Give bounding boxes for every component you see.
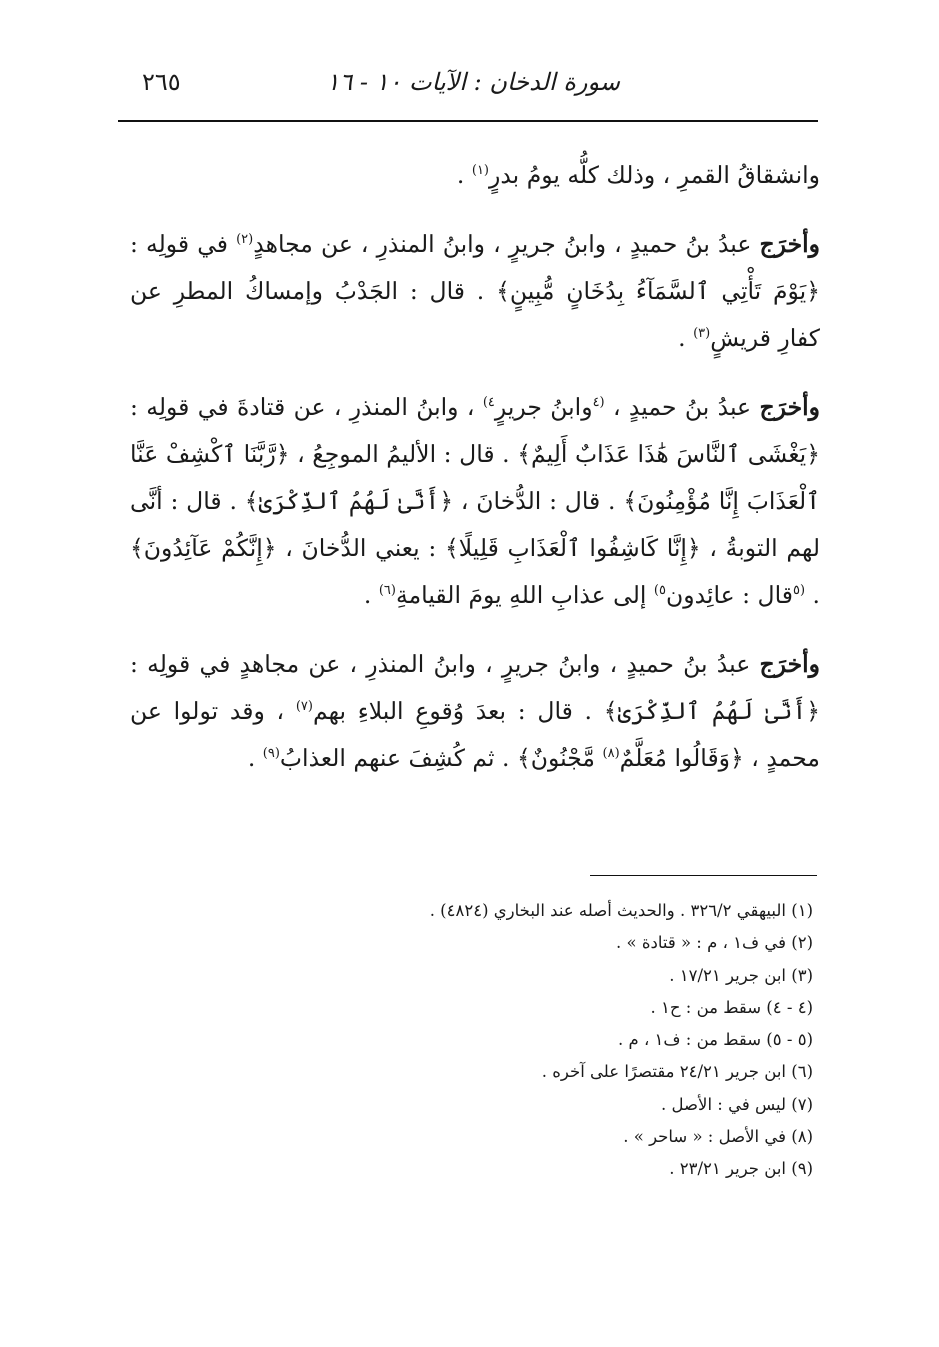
footnotes [253, 895, 813, 1186]
footnote-item: (٤ - ٤) سقط من : ح١ . [650, 997, 813, 1017]
quran-verse: ﴿يَغْشَى ٱلنَّاسَ هَٰذَا عَذَابٌ أَلِيمٌ﴾ [517, 440, 820, 468]
footnote-item: (٧) ليس في : الأصل . [661, 1094, 813, 1114]
running-header [120, 68, 820, 108]
footnote-ref-5-open: (٥ [792, 583, 806, 599]
footnote-ref-4-close: ٤) [482, 395, 495, 411]
paragraph-text: ، وابنُ المنذرِ ، عن قتادةَ في قولِه : [130, 393, 483, 421]
paragraph-end: . [456, 161, 472, 189]
main-text [130, 152, 820, 804]
paragraph-end: . [363, 581, 379, 609]
paragraph-text: عبدُ بنُ حميدٍ ، وابنُ جريرٍ ، وابنُ المنذرِ ، عن مجاهدٍ في قولِه : [130, 650, 760, 678]
footnote-ref-4-open: (٤ [592, 395, 605, 411]
footnote-ref-2: (٢) [236, 232, 254, 248]
footnote-ref-6: (٦) [378, 583, 396, 599]
paragraph-2 [130, 221, 820, 362]
footnote-ref-7: (٧) [295, 699, 313, 715]
quran-verse: ﴿إِنَّا كَاشِفُوا ٱلْعَذَابِ قَلِيلًا﴾ [444, 534, 701, 562]
paragraph-text: . قال : أنَّى لهم التوبةُ ، [130, 487, 820, 562]
paragraph-4 [130, 641, 820, 782]
paragraph-text: . قال : الجَدْبُ وإمساكُ المطرِ عن كفارِ قريشٍ [130, 277, 820, 352]
footnote-ref-8: (٨) [602, 746, 620, 762]
footnote-ref-5-close: ٥) [653, 583, 666, 599]
footnote-item: (٣) ابن جرير ١٧/٢١ . [669, 965, 813, 985]
footnote-item: (٨) في الأصل : « ساحر » . [623, 1127, 813, 1147]
paragraph-lead: وأخرَج [759, 650, 820, 678]
paragraph-1 [130, 152, 820, 199]
quran-verse: ﴿وَقَالُوا مُعَلَّمٌ [619, 744, 744, 772]
header-rule [118, 120, 818, 122]
paragraph-lead: وأخرَج [759, 393, 820, 421]
quran-verse: مَّجْنُونٌ﴾ [517, 744, 603, 772]
paragraph-text: . قال : بعدَ وُقوعِ البلاءِ بهم [312, 697, 604, 725]
paragraph-text: وانشقاقُ القمرِ ، وذلك كلُّه يومُ بدرٍ [489, 161, 820, 189]
paragraph-text: . [805, 581, 820, 609]
footnote-item: (١) البيهقي ٣٢٦/٢ . والحديث أصله عند البخاري (٤٨٢٤) . [429, 901, 813, 920]
paragraph-3 [130, 384, 820, 619]
paragraph-text: . ثم كُشِفَ عنهم العذابُ [279, 744, 517, 772]
paragraph-text: إلى عذابِ اللهِ يومَ القيامةِ [395, 581, 654, 609]
footnote-item: (٢) في ف١ ، م : « قتادة » . [616, 933, 813, 953]
paragraph-end: . [247, 744, 263, 772]
quran-verse: ﴿أَنَّىٰ لَهُمُ ٱلذِّكْرَىٰ﴾ [603, 697, 820, 725]
page-number: ٢٦٥ [142, 68, 181, 96]
running-title: سورة الدخان : الآيات ١٠ - ١٦ [326, 68, 620, 96]
paragraph-text: عبدُ بنُ حميدٍ ، وابنُ جريرٍ ، وابنُ المنذرِ ، عن مجاهدٍ [253, 230, 760, 258]
paragraph-end: . [678, 324, 694, 352]
quran-verse: ﴿أَنَّىٰ لَهُمُ ٱلذِّكْرَىٰ﴾ [244, 487, 454, 515]
paragraph-text: . قال : الأليمُ الموجِعُ ، [289, 440, 518, 468]
paragraph-lead: وأخرَج [759, 230, 821, 258]
quran-verse: ﴿رَّبَّنَا ٱكْشِفْ عَنَّا ٱلْعَذَابَ إِنَّا مُؤْمِنُونَ﴾ [130, 440, 820, 515]
paragraph-text: ، وقد تولوا عن محمدٍ ، [130, 697, 820, 772]
paragraph-text: في قولِه : [130, 230, 237, 258]
footnote-rule [590, 875, 817, 876]
paragraph-text: قال : عائِدون [665, 581, 793, 609]
paragraph-text: وابنُ جريرٍ [494, 393, 593, 421]
footnote-item: (٩) ابن جرير ٢٣/٢١ . [669, 1159, 813, 1179]
footnote-ref-1: (١) [471, 163, 489, 179]
quran-verse: ﴿إِنَّكُمْ عَآئِدُونَ﴾ [130, 534, 277, 562]
footnote-item: (٦) ابن جرير ٢٤/٢١ مقتصرًا على آخره . [541, 1062, 813, 1082]
paragraph-text: عبدُ بنُ حميدٍ ، [604, 393, 760, 421]
footnote-ref-3: (٣) [693, 326, 711, 342]
quran-verse: ﴿يَوْمَ تَأْتِي ٱلسَّمَآءُ بِدُخَانٍ مُّبِينٍ﴾ [496, 277, 820, 305]
paragraph-text: . قال : الدُّخانَ ، [453, 487, 624, 515]
footnote-ref-9: (٩) [262, 746, 280, 762]
paragraph-text: : يعني الدُّخانَ ، [276, 534, 445, 562]
footnote-item: (٥ - ٥) سقط من : ف١ ، م . [618, 1030, 813, 1050]
